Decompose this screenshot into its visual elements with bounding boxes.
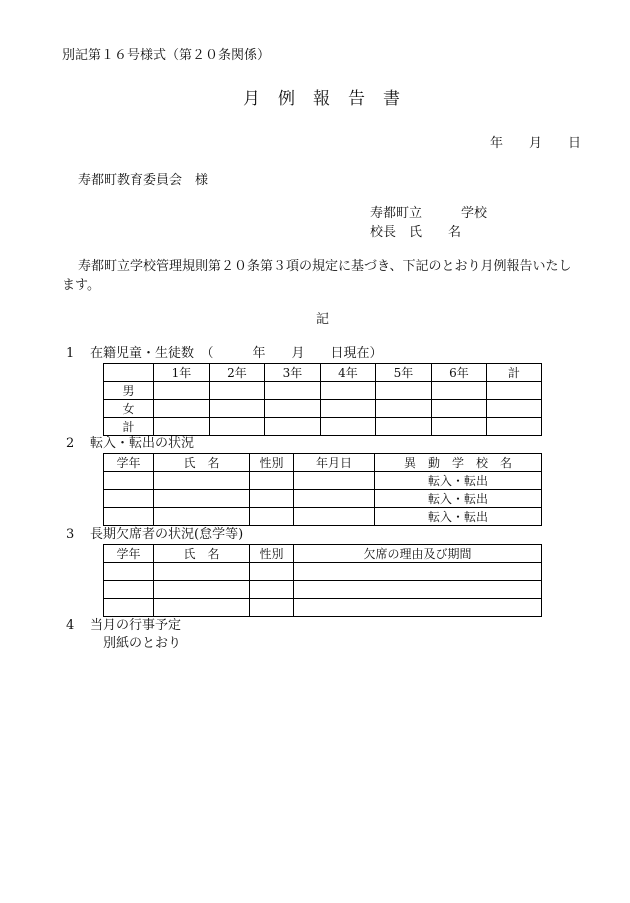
table-header-row [104, 364, 542, 382]
table-row [104, 563, 542, 581]
table-cell [487, 418, 542, 436]
table-cell [104, 472, 154, 490]
header-cell: 年月日 [294, 454, 375, 472]
table-cell [294, 563, 542, 581]
transfer-type-cell: 転入・転出 [375, 508, 542, 526]
table-cell [154, 581, 250, 599]
table-row [104, 508, 542, 526]
section-heading: 転入・転出の状況 [90, 436, 195, 451]
transfer-type-cell: 転入・転出 [375, 472, 542, 490]
table-cell [154, 508, 250, 526]
table-cell [154, 382, 210, 400]
table-cell [250, 472, 294, 490]
transfer-type-cell: 転入・転出 [375, 490, 542, 508]
table-cell [210, 418, 265, 436]
section-number: 4 [66, 618, 75, 633]
table-cell [432, 400, 487, 418]
table-cell [250, 508, 294, 526]
table-cell [294, 599, 542, 617]
table-cell [294, 508, 375, 526]
addressee: 寿都町教育委員会 様 [78, 173, 209, 188]
table-cell [250, 563, 294, 581]
table-cell [154, 599, 250, 617]
body-paragraph: 寿都町立学校管理規則第２０条第３項の規定に基づき、下記のとおり月例報告いたします。 [62, 259, 572, 293]
table-cell [294, 581, 542, 599]
header-cell: 学年 [104, 545, 154, 563]
table-cell [294, 472, 375, 490]
table-cell [104, 508, 154, 526]
table-cell [154, 472, 250, 490]
header-cell: 性別 [250, 454, 294, 472]
table-cell [154, 400, 210, 418]
table-cell [104, 581, 154, 599]
table-cell [294, 490, 375, 508]
transfer-table [103, 453, 542, 526]
table-cell [321, 418, 376, 436]
row-label: 男 [104, 382, 154, 400]
table-header-row [104, 454, 542, 472]
table-cell [432, 418, 487, 436]
table-cell [154, 563, 250, 581]
enrollment-table [103, 363, 542, 436]
table-cell [154, 418, 210, 436]
table-cell [376, 418, 432, 436]
header-cell: 6年 [432, 364, 487, 382]
table-row [104, 382, 542, 400]
section-heading: 当月の行事予定 [90, 618, 182, 633]
header-cell [104, 364, 154, 382]
header-cell: 氏 名 [154, 454, 250, 472]
table-cell [376, 400, 432, 418]
table-row [104, 400, 542, 418]
header-cell: 4年 [321, 364, 376, 382]
table-header-row [104, 545, 542, 563]
table-cell [265, 382, 321, 400]
header-cell: 性別 [250, 545, 294, 563]
table-row [104, 418, 542, 436]
sender-school: 寿都町立 学校 [370, 206, 488, 221]
table-cell [104, 599, 154, 617]
section-heading: 長期欠席者の状況(怠学等) [90, 527, 244, 542]
header-cell: 欠席の理由及び期間 [294, 545, 542, 563]
header-cell: 学年 [104, 454, 154, 472]
section-number: 1 [66, 346, 75, 361]
table-cell [104, 490, 154, 508]
table-cell [321, 382, 376, 400]
table-cell [432, 382, 487, 400]
form-label: 別記第１６号様式（第２０条関係） [62, 48, 271, 63]
header-cell: 2年 [210, 364, 265, 382]
sender-principal: 校長 氏 名 [370, 225, 462, 240]
header-cell: 1年 [154, 364, 210, 382]
table-row [104, 472, 542, 490]
section-number: 2 [66, 436, 75, 451]
events-note: 別紙のとおり [103, 636, 182, 651]
table-cell [250, 599, 294, 617]
table-row [104, 490, 542, 508]
ki-heading: 記 [316, 312, 330, 327]
header-cell: 異 動 学 校 名 [375, 454, 542, 472]
date-line: 年 月 日 [490, 136, 582, 151]
header-cell: 計 [487, 364, 542, 382]
header-cell: 氏 名 [154, 545, 250, 563]
table-cell [265, 418, 321, 436]
table-cell [250, 581, 294, 599]
section-heading: 在籍児童・生徒数 （ 年 月 日現在） [90, 346, 383, 361]
absence-table [103, 544, 542, 617]
table-cell [154, 490, 250, 508]
section-number: 3 [66, 527, 75, 542]
table-cell [376, 382, 432, 400]
table-cell [210, 382, 265, 400]
table-cell [487, 400, 542, 418]
table-cell [210, 400, 265, 418]
row-label: 計 [104, 418, 154, 436]
table-cell [104, 563, 154, 581]
table-cell [487, 382, 542, 400]
table-cell [250, 490, 294, 508]
row-label: 女 [104, 400, 154, 418]
document-title: 月例報告書 [243, 89, 418, 109]
header-cell: 3年 [265, 364, 321, 382]
table-cell [321, 400, 376, 418]
table-row [104, 581, 542, 599]
header-cell: 5年 [376, 364, 432, 382]
table-cell [265, 400, 321, 418]
table-row [104, 599, 542, 617]
